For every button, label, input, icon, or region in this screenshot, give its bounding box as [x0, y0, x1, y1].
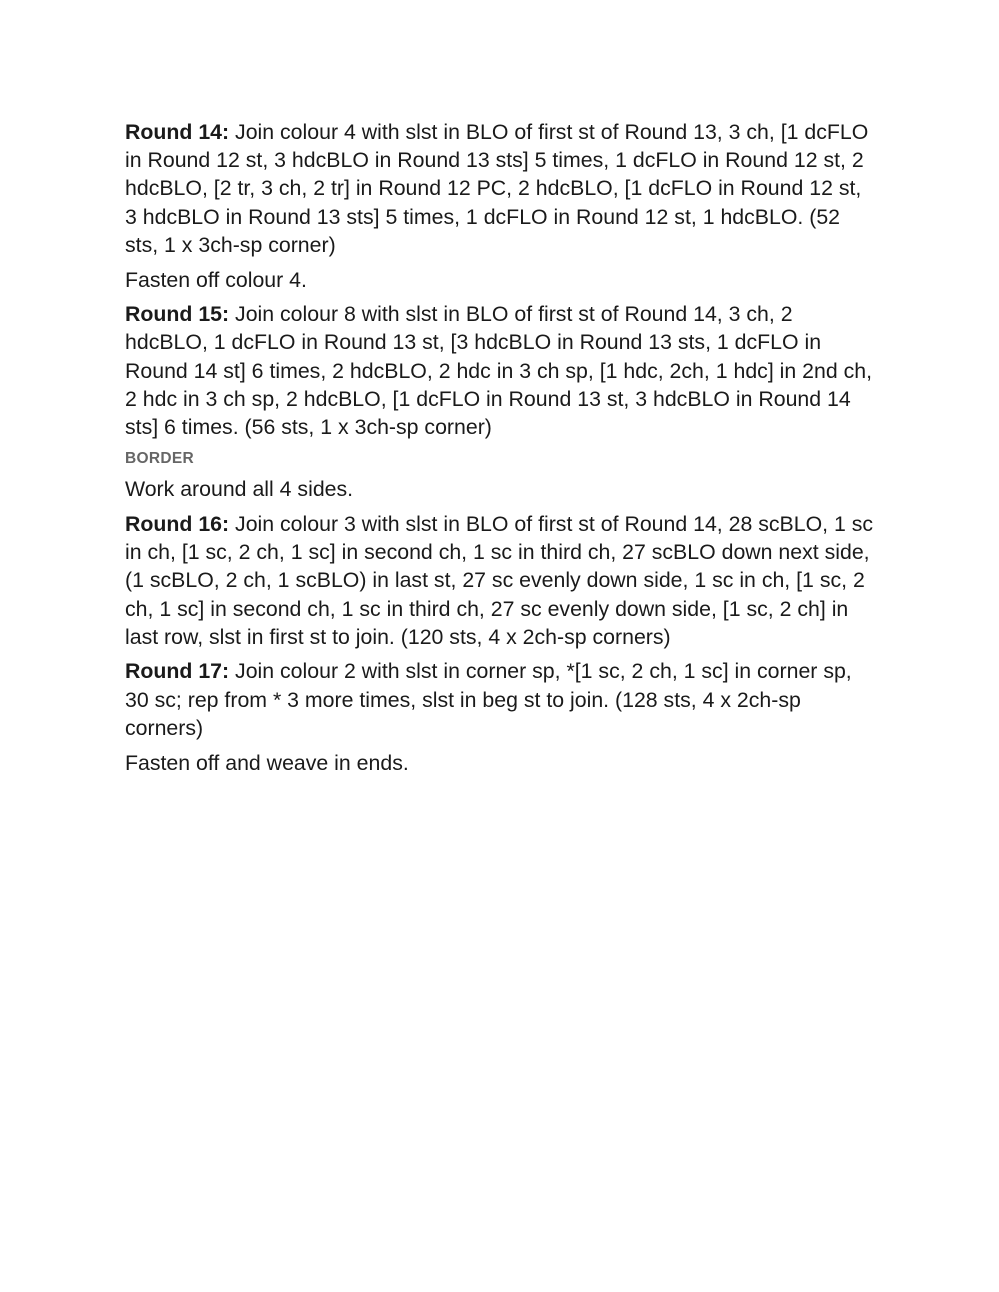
round-14-instruction — [125, 118, 877, 259]
round-14-label: Round 14: — [125, 120, 230, 144]
border-heading: BORDER — [125, 450, 194, 468]
round-15-instruction — [125, 300, 877, 441]
fasten-off-colour-4: Fasten off colour 4. — [125, 267, 307, 292]
round-17-label: Round 17: — [125, 659, 230, 684]
round-17-instruction — [125, 657, 877, 742]
border-intro: Work around all 4 sides. — [125, 477, 354, 502]
round-15-text: Join colour 8 with slst in BLO of first st of Round 14, 3 ch, 2 hdcBLO, 1 dcFLO in Round 13 st, [3 hdcBLO in Round 13 sts, 1 dcFLO in Round 14 st] 6 times, 2 hdcBLO, 2 hdc in 3 ch sp, [1 hdc, 2ch, 1 hdc] in 2nd ch, 2 hdc in 3 ch sp, 2 hdcBLO, [1 dcFLO in Round 13 st, 3 hdcBLO in Round 14 sts] 6 times. (56 sts, 1 x 3ch-sp corner) — [125, 302, 873, 440]
round-17-text: Join colour 2 with slst in corner sp, *[1 sc, 2 ch, 1 sc] in corner sp, 30 sc; rep from * 3 more times, slst in beg st to join. (128 sts, 4 x 2ch-sp corners) — [125, 659, 852, 740]
round-16-instruction — [125, 510, 877, 651]
pattern-page — [125, 118, 877, 783]
round-16-text: Join colour 3 with slst in BLO of first st of Round 14, 28 scBLO, 1 sc in ch, [1 sc, 2 ch, 1 sc] in second ch, 1 sc in third ch, 27 scBLO down next side, (1 scBLO, 2 ch, 1 scBLO) in last st, 27 sc evenly down side, 1 sc in ch, [1 sc, 2 ch, 1 sc] in second ch, 1 sc in third ch, 27 sc evenly down side, [1 sc, 2 ch] in last row, slst in first st to join. (120 sts, 4 x 2ch-sp corners) — [125, 511, 874, 649]
round-14-text: Join colour 4 with slst in BLO of first st of Round 13, 3 ch, [1 dcFLO in Round 12 st, 3 hdcBLO in Round 13 sts] 5 times, 1 dcFLO in Round 12 st, 2 hdcBLO, [2 tr, 3 ch, 2 tr] in Round 12 PC, 2 hdcBLO, [1 dcFLO in Round 12 st, 3 hdcBLO in Round 13 sts] 5 times, 1 dcFLO in Round 12 st, 1 hdcBLO. (52 sts, 1 x 3ch-sp corner) — [125, 120, 869, 257]
round-16-label: Round 16: — [125, 511, 230, 536]
round-15-label: Round 15: — [125, 302, 230, 327]
fasten-off-final: Fasten off and weave in ends. — [125, 750, 409, 775]
